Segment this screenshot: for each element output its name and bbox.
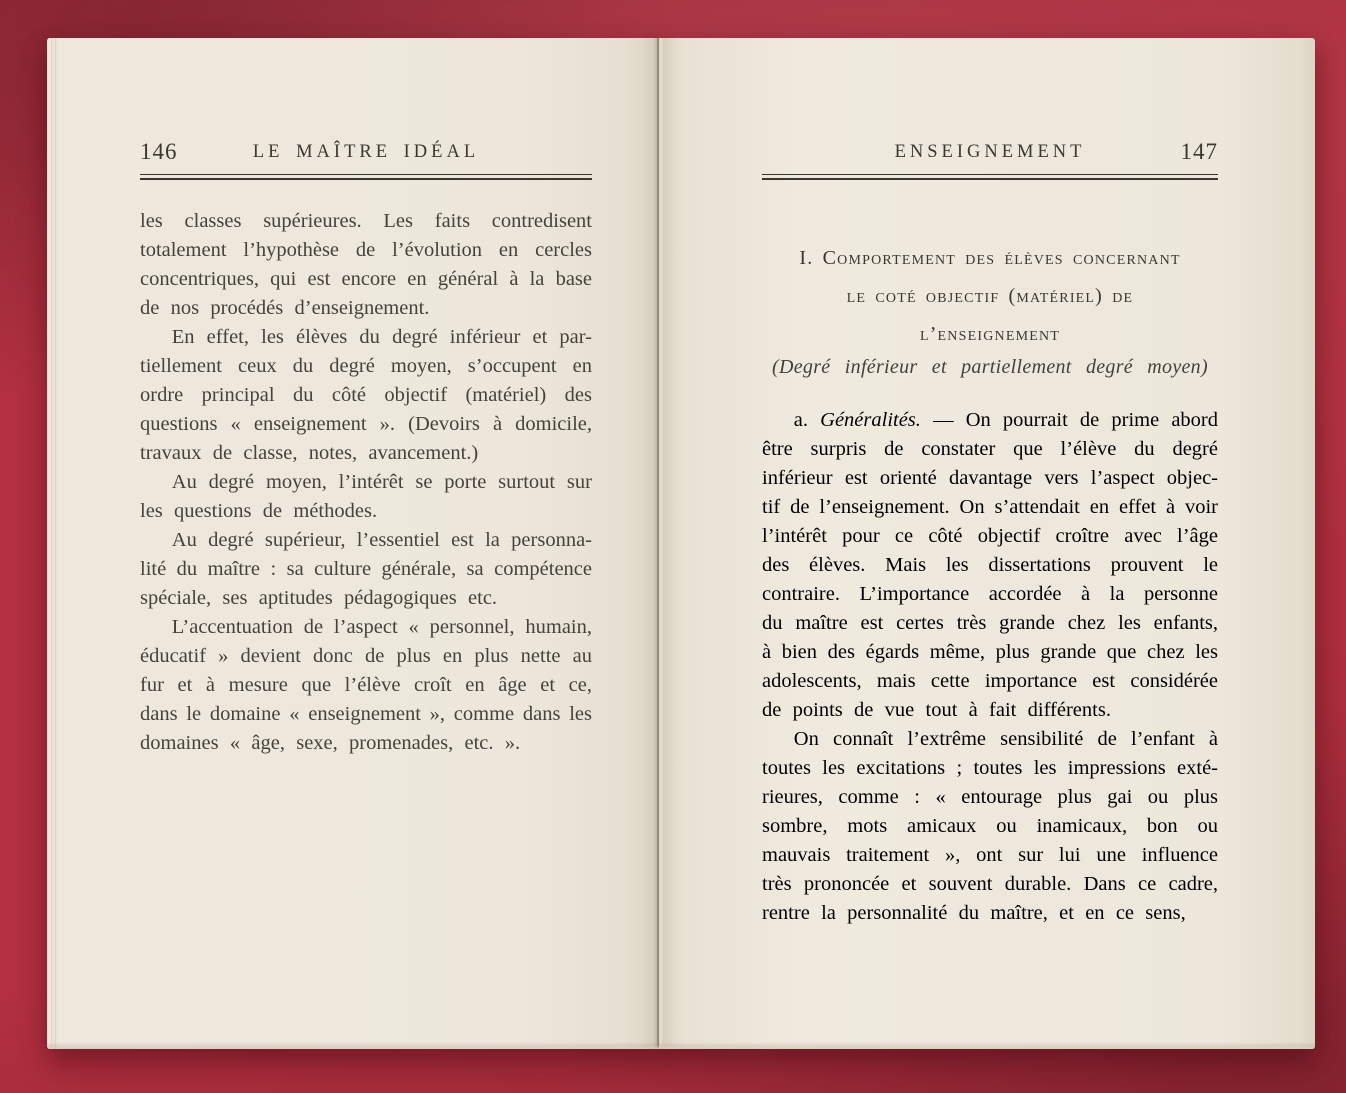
text-line: les classes supérieures. Les faits contredisent xyxy=(140,210,592,232)
text-line: fur et à mesure que l’élève croît en âge et ce, xyxy=(140,674,592,696)
section-heading-line: l’enseignement xyxy=(919,323,1061,345)
left-page xyxy=(47,38,658,1049)
text-line: Au degré moyen, l’intérêt se porte surtout sur xyxy=(171,471,592,493)
text-line xyxy=(762,406,1218,435)
left-page-number: 146 xyxy=(140,139,178,164)
paragraph xyxy=(140,323,592,468)
text-line: inférieur est orienté davantage vers l’aspect objec- xyxy=(762,467,1218,489)
text-line: L’accentuation de l’aspect « personnel, humain, xyxy=(171,616,592,638)
text-line: dans le domaine « enseignement », comme dans les xyxy=(140,703,592,725)
section-heading-line: le coté objectif (matériel) de xyxy=(846,285,1134,307)
paragraph-lead-term: Généralités. xyxy=(820,409,921,431)
left-running-title: LE MAÎTRE IDÉAL xyxy=(252,142,480,162)
right-running-title: ENSEIGNEMENT xyxy=(894,142,1086,162)
right-page-header xyxy=(762,139,1218,165)
text-line: ordre principal du côté objectif (matériel) des xyxy=(140,384,592,406)
text-line: concentriques, qui est encore en général à la base xyxy=(140,268,592,290)
text-line: tif de l’enseignement. On s’attendait en effet à voir xyxy=(762,496,1218,518)
paragraph-lead-rest: — On pourrait de prime abord xyxy=(933,409,1219,431)
text-line: adolescents, mais cette importance est considérée xyxy=(762,670,1218,692)
section-heading xyxy=(762,239,1218,353)
paragraph xyxy=(140,468,592,526)
paragraph xyxy=(140,526,592,613)
left-header-rule xyxy=(140,174,592,180)
paragraph-continuation xyxy=(762,435,1218,725)
paragraph xyxy=(140,207,592,323)
left-page-text xyxy=(140,207,592,758)
text-line: mauvais traitement », ont sur lui une influence xyxy=(762,844,1218,866)
text-line: à bien des égards même, plus grande que chez les xyxy=(762,641,1218,663)
paragraph xyxy=(762,406,1218,725)
text-line: les questions de méthodes. xyxy=(140,500,378,522)
section-subtitle: (Degré inférieur et partiellement degré moyen) xyxy=(772,356,1208,378)
right-page-number: 147 xyxy=(1180,139,1218,164)
text-line: questions « enseignement ». (Devoirs à domicile, xyxy=(140,413,592,435)
paragraph-lead-label: a. xyxy=(793,409,808,431)
text-line: En effet, les élèves du degré inférieur et par- xyxy=(171,326,592,348)
paragraph xyxy=(762,725,1218,928)
text-line: rentre la personnalité du maître, et en ce sens, xyxy=(762,902,1186,924)
text-line: du maître est certes très grande chez les enfants, xyxy=(762,612,1218,634)
right-page xyxy=(658,38,1315,1049)
text-line: lité du maître : sa culture générale, sa compétence xyxy=(140,558,592,580)
text-line: tiellement ceux du degré moyen, s’occupent en xyxy=(140,355,592,377)
text-line: travaux de classe, notes, avancement.) xyxy=(140,442,479,464)
open-book xyxy=(47,38,1315,1049)
text-line: On connaît l’extrême sensibilité de l’enfant à xyxy=(793,728,1218,750)
text-line: de nos procédés d’enseignement. xyxy=(140,297,430,319)
text-line: contraire. L’importance accordée à la personne xyxy=(762,583,1218,605)
text-line: très prononcée et souvent durable. Dans ce cadre, xyxy=(762,873,1218,895)
text-line: spéciale, ses aptitudes pédagogiques etc. xyxy=(140,587,498,609)
text-line: domaines « âge, sexe, promenades, etc. ». xyxy=(140,732,521,754)
text-line: rieures, comme : « entourage plus gai ou plus xyxy=(762,786,1218,808)
text-line: totalement l’hypothèse de l’évolution en cercles xyxy=(140,239,592,261)
left-page-header xyxy=(140,139,592,165)
text-line: éducatif » devient donc de plus en plus nette au xyxy=(140,645,592,667)
text-line: toutes les excitations ; toutes les impressions exté- xyxy=(762,757,1218,779)
section-heading-line: I. Comportement des élèves concernant xyxy=(799,247,1181,269)
text-line: l’intérêt pour ce côté objectif croître avec l’âge xyxy=(762,525,1218,547)
text-line: Au degré supérieur, l’essentiel est la personna- xyxy=(171,529,592,551)
paragraph xyxy=(140,613,592,758)
text-line: être surpris de constater que l’élève du degré xyxy=(762,438,1218,460)
text-line: des élèves. Mais les dissertations prouvent le xyxy=(762,554,1218,576)
right-header-rule xyxy=(762,174,1218,180)
text-line: de points de vue tout à fait différents. xyxy=(762,699,1111,721)
text-line: sombre, mots amicaux ou inamicaux, bon ou xyxy=(762,815,1218,837)
